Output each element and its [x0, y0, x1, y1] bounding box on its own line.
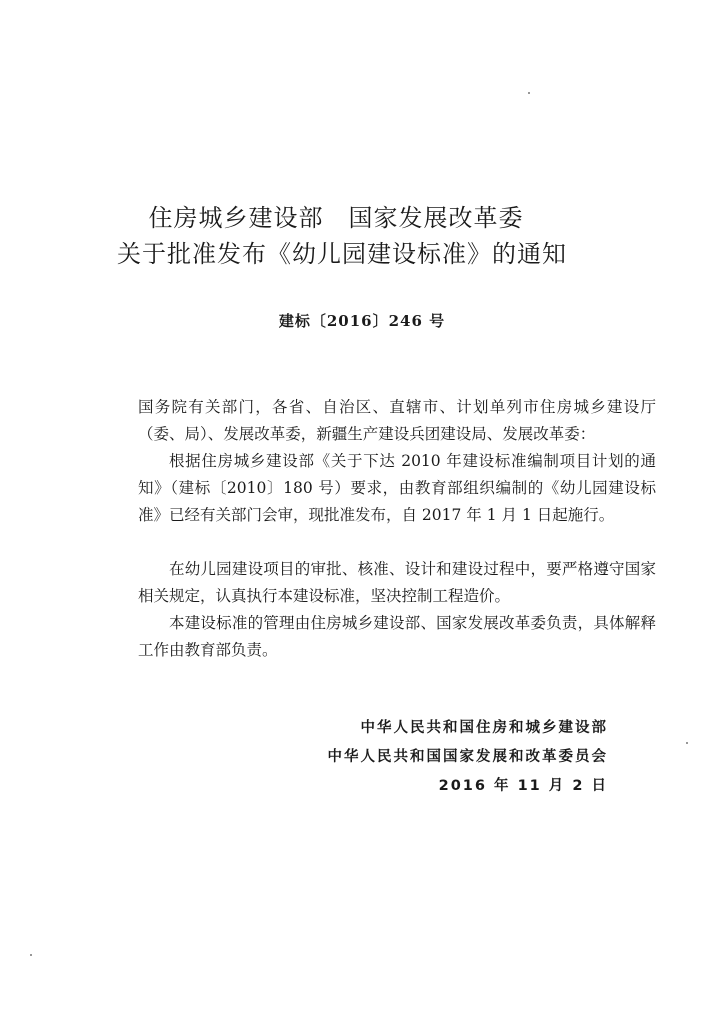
- addressee-paragraph: 国务院有关部门，各省、自治区、直辖市、计划单列市住房城乡建设厅（委、局）、发展改革委，新疆生产建设兵团建设局、发展改革委：: [138, 398, 656, 443]
- scan-speck: [528, 92, 530, 94]
- body-paragraph-1: 根据住房城乡建设部《关于下达 2010 年建设标准编制项目计划的通知》（建标〔2010〕180 号）要求，由教育部组织编制的《幼儿园建设标准》已经有关部门会审，现批准发布，自 2017 年 1 月 1 日起施行。: [138, 452, 656, 524]
- body-paragraph-3: 本建设标准的管理由住房城乡建设部、国家发展改革委负责，具体解释工作由教育部负责。: [138, 614, 656, 659]
- signatory-2: 中华人民共和国国家发展和改革委员会: [327, 749, 608, 765]
- signatory-1: 中华人民共和国住房和城乡建设部: [360, 720, 608, 736]
- document-title-line-2: 关于批准发布《幼儿园建设标准》的通知: [117, 240, 567, 268]
- document-number: 建标〔2016〕246 号: [278, 312, 446, 330]
- body-paragraph-2: 在幼儿园建设项目的审批、核准、设计和建设过程中，要严格遵守国家相关规定，认真执行本建设标准，坚决控制工程造价。: [138, 560, 656, 605]
- scan-speck: [30, 954, 32, 956]
- scan-speck: [686, 742, 688, 744]
- signature-date: 2016 年 11 月 2 日: [438, 778, 608, 794]
- document-title-line-1: 住房城乡建设部 国家发展改革委: [148, 204, 524, 232]
